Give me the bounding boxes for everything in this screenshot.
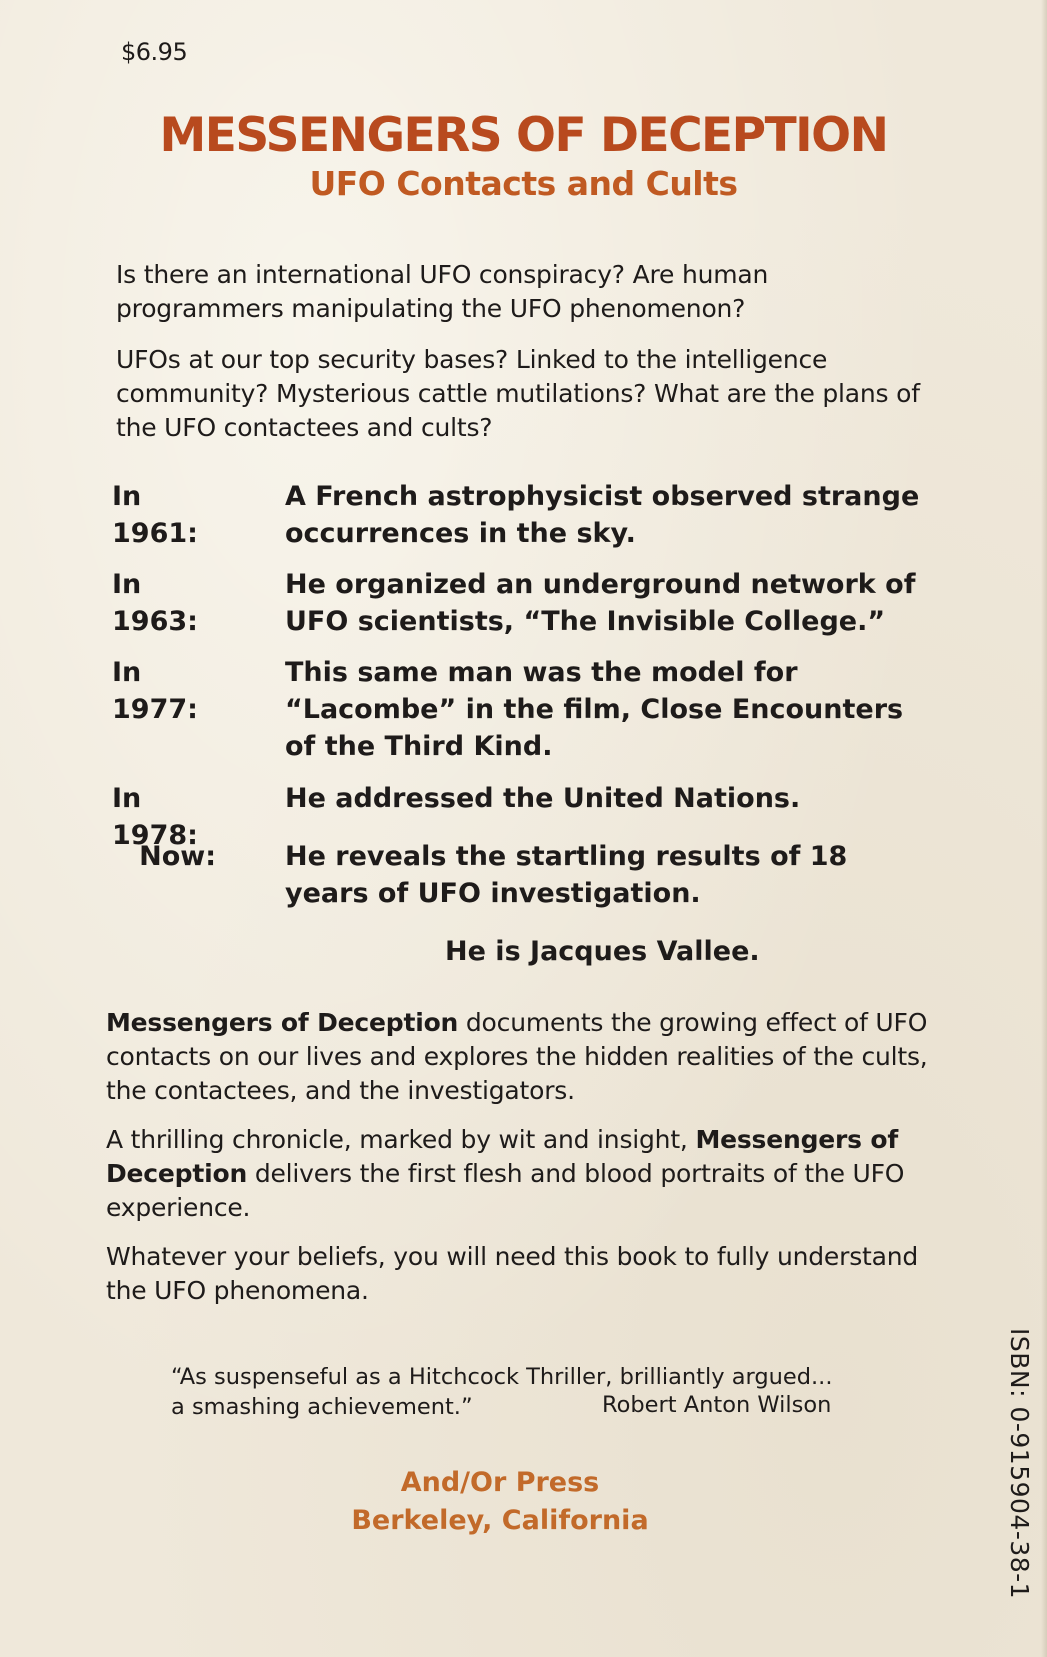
body-paragraph-1 <box>106 1006 936 1108</box>
timeline-year: In 1978: <box>112 783 198 851</box>
timeline-year: In 1961: <box>112 481 198 549</box>
timeline-text: He reveals the startling results of 18 years of UFO investigation. <box>285 841 848 909</box>
timeline-text: This same man was the model for “Lacombe” in the film, Close Encounters of the Third Kind. <box>285 657 904 762</box>
book-subtitle: UFO Contacts and Cults <box>309 164 738 203</box>
author-signoff: He is Jacques Vallee. <box>445 936 760 967</box>
publisher-name: And/Or Press <box>400 1467 600 1498</box>
timeline-text: He addressed the United Nations. <box>285 783 801 814</box>
quote-author: Robert Anton Wilson <box>602 1392 832 1418</box>
body-text: delivers the first flesh and blood portraits of the UFO experience. <box>106 1159 905 1222</box>
book-title: MESSENGERS OF DECEPTION <box>159 108 888 163</box>
quote-line: a smashing achievement.” <box>171 1394 473 1420</box>
intro-paragraph-2: UFOs at our top security bases? Linked to the intelligence community? Mysterious cattle mutilations? What are the plans of the UFO contactees and cults? <box>116 345 920 442</box>
isbn-label: ISBN: 0-915904-38-1 <box>1005 1328 1034 1600</box>
body-text: documents the growing effect of UFO contacts on our lives and explores the hidden realities of the cults, the contactees, and the investigators. <box>106 1008 928 1105</box>
publisher-block <box>0 1464 1000 1540</box>
timeline-text: A French astrophysicist observed strange occurrences in the sky. <box>285 481 920 549</box>
timeline-year: Now: <box>139 841 216 872</box>
timeline-year: In 1963: <box>112 569 198 637</box>
timeline-text: He organized an underground network of UFO scientists, “The Invisible College.” <box>285 569 916 637</box>
body-paragraph-2 <box>106 1123 936 1225</box>
publisher-location: Berkeley, California <box>351 1505 649 1536</box>
book-title-inline: Messengers of Deception <box>106 1008 459 1037</box>
page-edge <box>1041 0 1047 1657</box>
price-label: $6.95 <box>121 38 188 66</box>
body-text: A thrilling chronicle, marked by wit and insight, <box>106 1125 696 1154</box>
body-paragraph-3: Whatever your beliefs, you will need this book to fully understand the UFO phenomena. <box>106 1242 919 1305</box>
quote-line: “As suspenseful as a Hitchcock Thriller, brilliantly argued... <box>171 1364 833 1390</box>
timeline-year: In 1977: <box>112 657 198 725</box>
intro-paragraph-1: Is there an international UFO conspiracy? Are human programmers manipulating the UFO phenomenon? <box>116 260 769 323</box>
book-title-inline: Messengers of Deception <box>106 1125 899 1188</box>
